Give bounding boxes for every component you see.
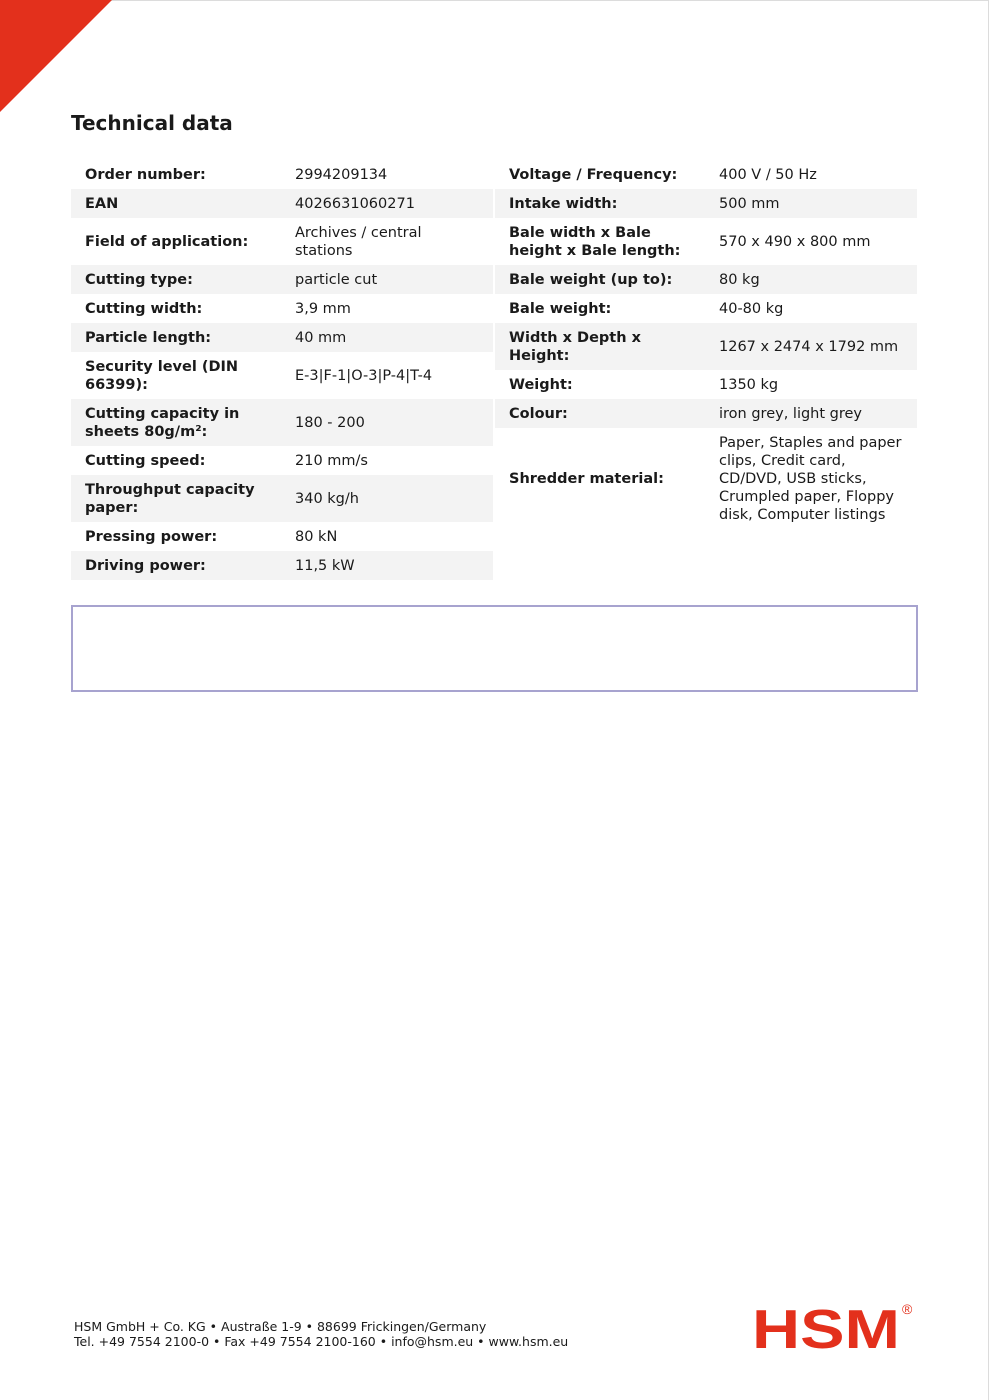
spec-value: 1350 kg (719, 377, 779, 393)
spec-label: Security level (DIN 66399): (85, 359, 239, 393)
hsm-logo-text: HSM (752, 1300, 900, 1352)
spec-value: 210 mm/s (295, 453, 368, 469)
note-box (71, 605, 918, 692)
spec-value: Archives / central stations (295, 225, 422, 259)
spec-value: Paper, Staples and paper clips, Credit card, CD/DVD, USB sticks, Crumpled paper, Floppy disk, Computer listings (719, 435, 902, 523)
table-row (71, 475, 493, 522)
spec-label: Bale weight: (509, 301, 612, 317)
spec-value: 4026631060271 (281, 189, 493, 218)
table-row (71, 294, 493, 323)
footer-address-line: HSM GmbH + Co. KG • Austraße 1-9 • 88699 Frickingen/Germany (74, 1319, 487, 1334)
spec-value: 2994209134 (295, 167, 388, 183)
spec-label: Cutting type: (71, 265, 281, 294)
spec-value: particle cut (281, 265, 493, 294)
table-row (71, 160, 493, 189)
table-row (71, 352, 493, 399)
table-row (71, 522, 493, 551)
table-row (71, 446, 493, 475)
table-row (71, 218, 493, 265)
spec-label: Field of application: (85, 234, 249, 250)
spec-value: 1267 x 2474 x 1792 mm (705, 323, 917, 370)
spec-label: Bale weight (up to): (495, 265, 705, 294)
spec-label: Shredder material: (509, 471, 664, 487)
table-row (495, 370, 917, 399)
table-row (71, 323, 493, 352)
table-row (495, 160, 917, 189)
spec-label: EAN (71, 189, 281, 218)
spec-value: 40 mm (281, 323, 493, 352)
spec-label: Cutting speed: (85, 453, 206, 469)
company-footer (74, 1319, 568, 1349)
registered-mark: ® (902, 1301, 913, 1317)
spec-value: 11,5 kW (281, 551, 493, 580)
spec-label: Intake width: (495, 189, 705, 218)
spec-value: 40-80 kg (719, 301, 784, 317)
table-row (495, 189, 917, 218)
table-row (495, 399, 917, 428)
table-row (495, 294, 917, 323)
table-row (71, 551, 493, 580)
spec-table-left (71, 160, 493, 580)
table-row (495, 218, 917, 265)
table-row (495, 323, 917, 370)
hsm-logo (752, 1300, 917, 1352)
footer-contact-line: Tel. +49 7554 2100-0 • Fax +49 7554 2100-160 • info@hsm.eu • www.hsm.eu (74, 1334, 569, 1349)
table-row (71, 265, 493, 294)
spec-label: Driving power: (71, 551, 281, 580)
table-row (71, 189, 493, 218)
spec-label: Pressing power: (85, 529, 218, 545)
spec-value: 3,9 mm (295, 301, 351, 317)
spec-value: 400 V / 50 Hz (719, 167, 817, 183)
spec-label: Throughput capacity paper: (71, 475, 281, 522)
spec-table-right (495, 160, 917, 529)
spec-label: Bale width x Bale height x Bale length: (509, 225, 681, 259)
spec-value: 340 kg/h (281, 475, 493, 522)
spec-label: Colour: (495, 399, 705, 428)
spec-label: Particle length: (71, 323, 281, 352)
spec-value: E-3|F-1|O-3|P-4|T-4 (295, 368, 433, 384)
spec-label: Weight: (509, 377, 573, 393)
page-title: Technical data (71, 111, 233, 135)
spec-value: iron grey, light grey (705, 399, 917, 428)
page-border-top (0, 0, 989, 1)
spec-label: Cutting capacity in sheets 80g/m²: (71, 399, 281, 446)
table-row (495, 265, 917, 294)
spec-value: 80 kN (295, 529, 338, 545)
table-row (495, 428, 917, 529)
spec-label: Order number: (85, 167, 206, 183)
spec-value: 80 kg (705, 265, 917, 294)
spec-label: Voltage / Frequency: (509, 167, 678, 183)
spec-value: 570 x 490 x 800 mm (719, 234, 871, 250)
spec-value: 500 mm (705, 189, 917, 218)
corner-triangle-decoration (0, 0, 112, 112)
table-row (71, 399, 493, 446)
spec-label: Cutting width: (85, 301, 203, 317)
spec-label: Width x Depth x Height: (495, 323, 705, 370)
spec-value: 180 - 200 (281, 399, 493, 446)
